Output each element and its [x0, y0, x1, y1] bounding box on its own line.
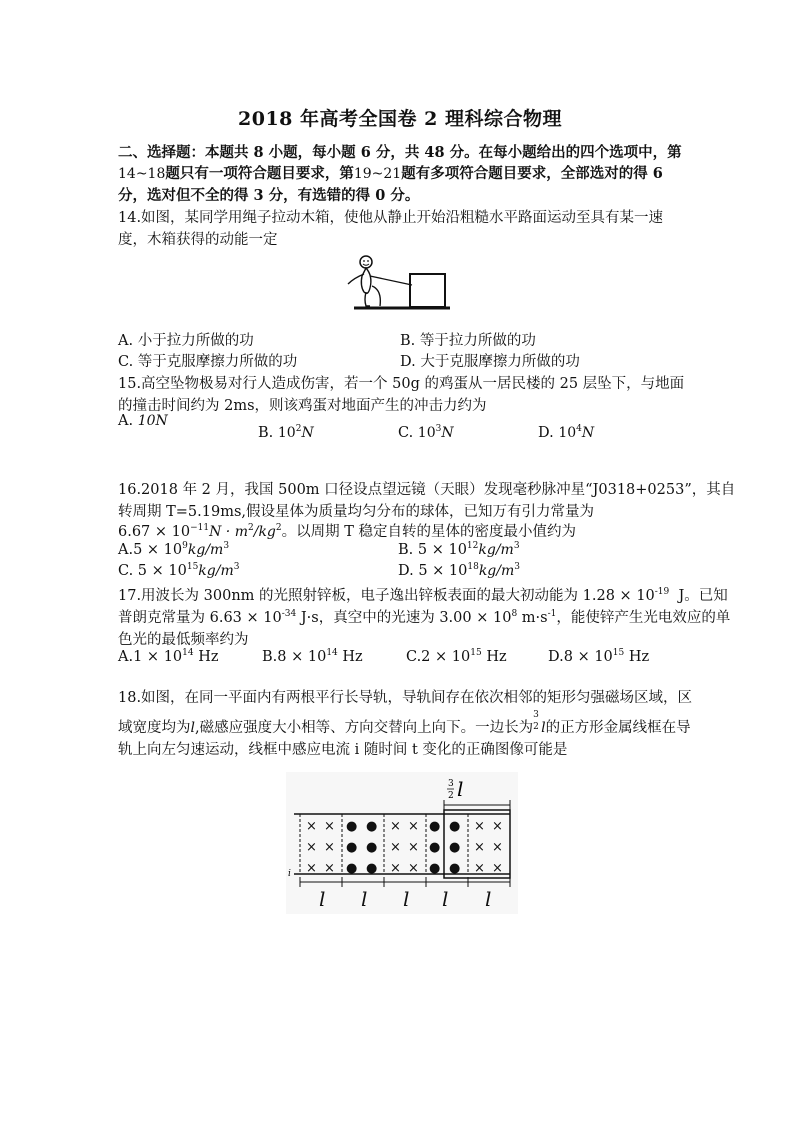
- q16-stem-line3: $6.67 \times 10^{-11}N \cdot m^2/kg^2$。以周期 T 稳定自转的星体的密度最小值约为: [118, 523, 577, 540]
- svg-text:×: ×: [474, 819, 485, 834]
- svg-text:●: ●: [366, 840, 378, 855]
- q14-stem-line2: 度，木箱获得的动能一定: [118, 232, 278, 248]
- q17-stem-line1: 17.用波长为 300nm 的光照射锌板，电子逸出锌板表面的最大初动能为 $1.28 \times 10^{-19}$ J。已知: [118, 587, 728, 604]
- svg-text:l: l: [485, 887, 492, 911]
- q15-option-d: D. $10^4N$: [538, 424, 595, 441]
- svg-text:●: ●: [429, 840, 441, 855]
- svg-text:×: ×: [492, 840, 503, 855]
- q14-option-a: A. 小于拉力所做的功: [118, 333, 254, 349]
- svg-text:×: ×: [306, 861, 317, 876]
- q15-stem-line1: 15.高空坠物极易对行人造成伤害，若一个 50g 的鸡蛋从一居民楼的 25 层坠下，与地面: [118, 376, 685, 392]
- section-instructions-line1: 二、选择题：本题共 8 小题，每小题 6 分，共 48 分。在每小题给出的四个选项中，第: [118, 144, 682, 161]
- q17-stem-line2: 普朗克常量为 $6.63 \times 10^{-34}$ J·s，真空中的光速为 $3.00 \times 10^8$ $m\cdot s^{-1}$，能使锌产生光电效应的单: [118, 609, 731, 626]
- fig-frac-num: 3: [448, 779, 454, 789]
- svg-text:l: l: [403, 887, 410, 911]
- section-instructions-line2: [118, 162, 663, 183]
- q16-option-c: C. $5 \times 10^{15}kg/m^3$: [118, 562, 240, 579]
- svg-text:●: ●: [366, 819, 378, 834]
- q15-option-c: C. $10^3N$: [398, 424, 454, 441]
- person-body: [361, 268, 371, 293]
- svg-text:●: ●: [429, 819, 441, 834]
- q16-option-a: $A.5 \times 10^9kg/m^3$: [118, 541, 230, 558]
- q18-stem-line3: 轨上向左匀速运动，线框中感应电流 i 随时间 t 变化的正确图像可能是: [118, 742, 568, 758]
- svg-text:●: ●: [346, 861, 358, 876]
- svg-text:●: ●: [346, 840, 358, 855]
- q15-option-a: A. 10N: [118, 413, 168, 429]
- svg-text:×: ×: [324, 819, 335, 834]
- person-leg: [365, 292, 370, 306]
- svg-text:×: ×: [474, 861, 485, 876]
- svg-text:×: ×: [408, 819, 419, 834]
- q16-option-b: B. $5 \times 10^{12}kg/m^3$: [398, 541, 520, 558]
- svg-text:×: ×: [390, 840, 401, 855]
- q14-option-b: B. 等于拉力所做的功: [400, 333, 536, 349]
- q17-stem-line3: 色光的最低频率约为: [118, 632, 249, 648]
- person-pulling-box-figure: [340, 254, 452, 312]
- inline-fraction: 3 2: [533, 710, 539, 732]
- svg-text:×: ×: [390, 861, 401, 876]
- svg-text:●: ●: [346, 819, 358, 834]
- fig-left-i-label: i: [288, 869, 291, 879]
- svg-text:l: l: [319, 887, 326, 911]
- q17-option-c: $C.2 \times 10^{15}$ Hz: [406, 648, 507, 665]
- q15-stem-line2: 的撞击时间约为 2ms，则该鸡蛋对地面产生的冲击力约为: [118, 398, 487, 414]
- svg-text:●: ●: [366, 861, 378, 876]
- svg-text:●: ●: [429, 861, 441, 876]
- rope: [370, 276, 412, 285]
- svg-text:×: ×: [324, 861, 335, 876]
- q18-stem-line1: 18.如图，在同一平面内有两根平行长导轨，导轨间存在依次相邻的矩形匀强磁场区域，区: [118, 690, 693, 706]
- svg-text:●: ●: [449, 861, 461, 876]
- svg-text:×: ×: [408, 840, 419, 855]
- fig-frac-den: 2: [448, 791, 454, 801]
- wooden-box: [410, 274, 445, 307]
- person-head: [360, 256, 372, 268]
- range-a-text: 题只有一项符合题目要求，第: [165, 165, 354, 182]
- svg-text:×: ×: [492, 861, 503, 876]
- page-title: 2018 年高考全国卷 2 理科综合物理: [238, 108, 562, 130]
- svg-text:l: l: [361, 887, 368, 911]
- section-instructions-line3: 分，选对但不全的得 3 分，有选错的得 0 分。: [118, 187, 420, 204]
- svg-text:l: l: [442, 887, 449, 911]
- svg-text:●: ●: [449, 840, 461, 855]
- range-a: 14~18: [118, 166, 166, 182]
- range-b: 19~21: [353, 166, 402, 182]
- q14-option-d: D. 大于克服摩擦力所做的功: [400, 354, 580, 370]
- range-b-text: 题有多项符合题目要求，全部选对的得 6: [401, 165, 663, 182]
- q15-option-b: B. $10^2N$: [258, 424, 314, 441]
- q17-option-d: $D.8 \times 10^{15}$ Hz: [548, 648, 650, 665]
- fig-top-l-label: l: [457, 777, 464, 801]
- svg-text:×: ×: [324, 840, 335, 855]
- q14-stem-line1: 14.如图，某同学用绳子拉动木箱，使他从静止开始沿粗糙水平路面运动至具有某一速: [118, 210, 664, 226]
- svg-text:×: ×: [306, 819, 317, 834]
- svg-text:×: ×: [390, 819, 401, 834]
- q16-option-d: D. $5 \times 10^{18}kg/m^3$: [398, 562, 520, 579]
- q16-stem-line2: 转周期 T=5.19ms,假设星体为质量均匀分布的球体，已知万有引力常量为: [118, 504, 595, 520]
- svg-text:×: ×: [474, 840, 485, 855]
- svg-text:●: ●: [449, 819, 461, 834]
- q18-stem-line2: 域宽度均为l,磁感应强度大小相等、方向交替向上向下。一边长为 3 2 l的正方形金属线框在导: [118, 710, 691, 736]
- magnetic-field-rails-figure: [286, 772, 518, 914]
- q17-option-a: $A.1 \times 10^{14}$ Hz: [118, 648, 219, 665]
- svg-text:×: ×: [306, 840, 317, 855]
- q16-stem-line1: 16.2018 年 2 月，我国 500m 口径设点望远镜（天眼）发现毫秒脉冲星“J0318+0253”，其自: [118, 482, 736, 498]
- q14-option-c: C. 等于克服摩擦力所做的功: [118, 354, 298, 370]
- svg-text:×: ×: [492, 819, 503, 834]
- q17-option-b: $B.8 \times 10^{14}$ Hz: [262, 648, 363, 665]
- svg-text:×: ×: [408, 861, 419, 876]
